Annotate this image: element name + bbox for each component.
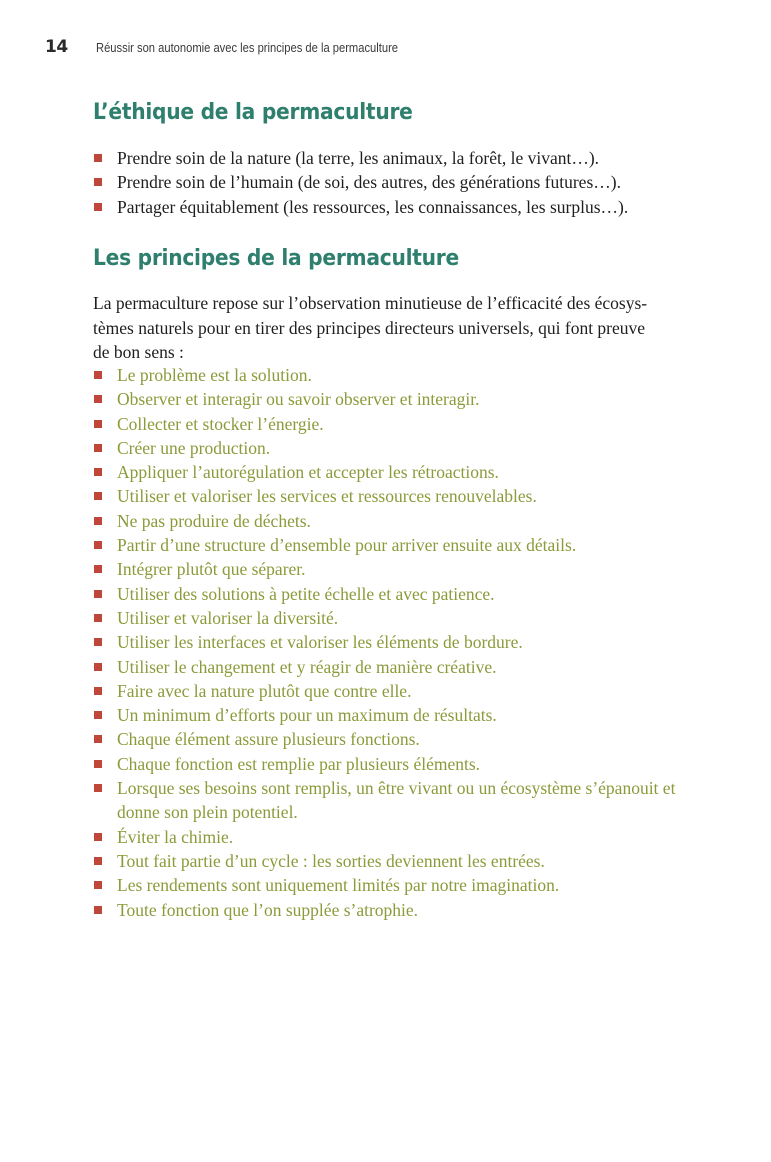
list-item	[93, 412, 693, 436]
intro-line: de bon sens :	[93, 342, 184, 362]
list-item	[93, 533, 693, 557]
square-bullet-icon	[94, 154, 102, 162]
list-item	[93, 873, 693, 897]
list-item	[93, 436, 693, 460]
square-bullet-icon	[94, 881, 102, 889]
page-number: 14	[45, 37, 68, 57]
ethics-list	[93, 146, 693, 219]
list-item-text: Utiliser et valoriser la diversité.	[117, 607, 339, 628]
list-item	[93, 387, 693, 411]
list-item	[93, 460, 693, 484]
list-item-text: Toute fonction que l’on supplée s’atrophie.	[117, 899, 419, 920]
list-item	[93, 898, 693, 922]
square-bullet-icon	[94, 614, 102, 622]
square-bullet-icon	[94, 395, 102, 403]
list-item	[93, 776, 693, 825]
list-item	[93, 752, 693, 776]
list-item	[93, 849, 693, 873]
list-item-text: Partager équitablement (les ressources, les connaissances, les surplus…).	[117, 196, 629, 217]
list-item-text: Appliquer l’autorégulation et accepter les rétroactions.	[117, 462, 499, 483]
intro-line: La permaculture repose sur l’observation minutieuse de l’efficacité des écosys-	[93, 293, 648, 313]
list-item-text: Éviter la chimie.	[117, 826, 234, 847]
list-item-text: Chaque fonction est remplie par plusieurs éléments.	[117, 753, 481, 774]
square-bullet-icon	[94, 517, 102, 525]
list-item-text: Prendre soin de l’humain (de soi, des autres, des générations futures…).	[117, 172, 621, 193]
list-item	[93, 606, 693, 630]
list-item	[93, 727, 693, 751]
running-header	[45, 37, 447, 57]
square-bullet-icon	[94, 857, 102, 865]
ethics-heading: L’éthique de la permaculture	[93, 100, 413, 125]
square-bullet-icon	[94, 420, 102, 428]
list-item-text: Utiliser le changement et y réagir de manière créative.	[117, 656, 497, 677]
list-item-text: Les rendements sont uniquement limités par notre imagination.	[117, 875, 560, 896]
list-item-text: Observer et interagir ou savoir observer et interagir.	[117, 389, 480, 410]
list-item	[93, 557, 693, 581]
list-item-text: Tout fait partie d’un cycle : les sorties deviennent les entrées.	[117, 850, 545, 871]
list-item-text: Collecter et stocker l’énergie.	[117, 413, 324, 434]
list-item	[93, 582, 693, 606]
list-item	[93, 170, 693, 194]
list-item	[93, 146, 693, 170]
list-item	[93, 484, 693, 508]
square-bullet-icon	[94, 444, 102, 452]
list-item-text: Ne pas produire de déchets.	[117, 510, 311, 531]
square-bullet-icon	[94, 638, 102, 646]
square-bullet-icon	[94, 178, 102, 186]
principles-intro	[93, 291, 693, 365]
list-item-text: Utiliser et valoriser les services et ressources renouvelables.	[117, 486, 537, 507]
square-bullet-icon	[94, 735, 102, 743]
square-bullet-icon	[94, 492, 102, 500]
list-item-text: Le problème est la solution.	[117, 365, 312, 385]
list-item-text: Utiliser des solutions à petite échelle et avec patience.	[117, 583, 495, 604]
list-item	[93, 679, 693, 703]
square-bullet-icon	[94, 541, 102, 549]
square-bullet-icon	[94, 833, 102, 841]
square-bullet-icon	[94, 760, 102, 768]
list-item-text: Chaque élément assure plusieurs fonctions.	[117, 729, 420, 750]
list-item	[93, 363, 693, 387]
list-item-text: Partir d’une structure d’ensemble pour arriver ensuite aux détails.	[117, 535, 577, 556]
square-bullet-icon	[94, 906, 102, 914]
intro-line: tèmes naturels pour en tirer des principes directeurs universels, qui font preuve	[93, 317, 646, 338]
square-bullet-icon	[94, 203, 102, 211]
square-bullet-icon	[94, 663, 102, 671]
list-item-text: Faire avec la nature plutôt que contre elle.	[117, 680, 412, 701]
list-item-text: Intégrer plutôt que séparer.	[117, 559, 306, 580]
list-item-text: Un minimum d’efforts pour un maximum de résultats.	[117, 705, 497, 726]
square-bullet-icon	[94, 590, 102, 598]
list-item-text: Utiliser les interfaces et valoriser les éléments de bordure.	[117, 632, 523, 653]
square-bullet-icon	[94, 468, 102, 476]
running-title: Réussir son autonomie avec les principes de la permaculture	[95, 40, 398, 55]
list-item-text: Lorsque ses besoins sont remplis, un être vivant ou un écosystème s’épanouit et donne son plein potentiel.	[117, 778, 676, 823]
square-bullet-icon	[94, 371, 102, 379]
square-bullet-icon	[94, 565, 102, 573]
list-item	[93, 655, 693, 679]
list-item-text: Prendre soin de la nature (la terre, les animaux, la forêt, le vivant…).	[117, 148, 600, 168]
list-item	[93, 825, 693, 849]
square-bullet-icon	[94, 711, 102, 719]
list-item	[93, 195, 693, 219]
list-item	[93, 703, 693, 727]
square-bullet-icon	[94, 784, 102, 792]
principles-list	[93, 363, 693, 922]
list-item-text: Créer une production.	[117, 437, 271, 458]
principles-heading: Les principes de la permaculture	[93, 246, 459, 271]
list-item	[93, 509, 693, 533]
square-bullet-icon	[94, 687, 102, 695]
list-item	[93, 630, 693, 654]
